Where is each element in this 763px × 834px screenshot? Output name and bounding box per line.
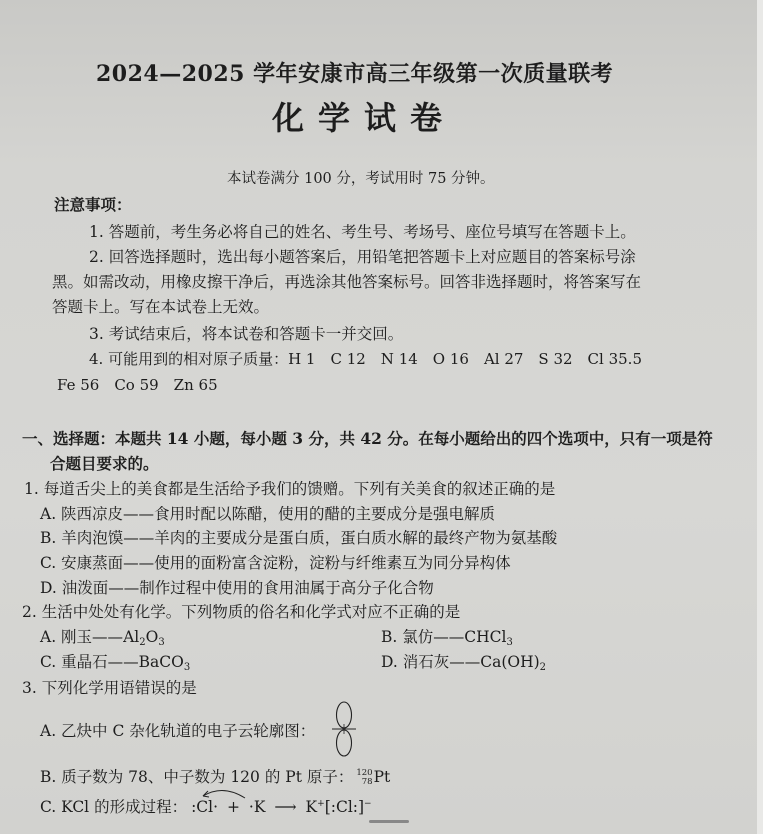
exam-info: 本试卷满分 100 分，考试用时 75 分钟。 (227, 171, 495, 187)
q3-stem: 3. 下列化学用语错误的是 (22, 679, 197, 697)
notice-item-4-line-2: Fe 56 Co 59 Zn 65 (57, 376, 218, 394)
q1-option-b: B. 羊肉泡馍——羊肉的主要成分是蛋白质，蛋白质水解的最终产物为氨基酸 (40, 529, 558, 547)
reaction-arrow: ⟶ (274, 798, 297, 816)
q1-option-c: C. 安康蒸面——使用的面粉富含淀粉，淀粉与纤维素互为同分异构体 (40, 554, 511, 572)
q3-option-c: C. KCl 的形成过程： :Cl· + ·K ⟶ K+[:Cl:]− (40, 798, 372, 816)
k-ion: K (305, 798, 318, 816)
cl-anion: [:Cl:] (324, 798, 365, 816)
q2-option-c: C. 重晶石——BaCO$_3$ (40, 653, 191, 673)
notice-item-2-line-2: 黑。如需改动，用橡皮擦干净后，再选涂其他答案标号。回答非选择题时，将答案写在 (52, 273, 642, 291)
k-atom-lewis: ·K (248, 798, 266, 816)
exam-title: 2024—2025 学年安康市高三年级第一次质量联考 (96, 61, 614, 87)
q1-stem: 1. 每道舌尖上的美食都是生活给予我们的馈赠。下列有关美食的叙述正确的是 (24, 480, 556, 498)
q1-option-d: D. 油泼面——制作过程中使用的食用油属于高分子化合物 (40, 579, 434, 597)
section-1-heading-line-1: 一、选择题：本题共 14 小题，每小题 3 分，共 42 分。在每小题给出的四个选项中，只有一项是符 (22, 429, 713, 448)
notice-item-3: 3. 考试结束后，将本试卷和答题卡一并交回。 (89, 325, 404, 343)
q2-option-d: D. 消石灰$——Ca(OH)_2$ (381, 653, 547, 673)
notice-item-2-line-1: 2. 回答选择题时，选出每小题答案后，用铅笔把答题卡上对应题目的答案标号涂 (89, 248, 636, 266)
notice-item-1: 1. 答题前，考生务必将自己的姓名、考生号、考场号、座位号填写在答题卡上。 (89, 223, 636, 241)
q2-option-b: B. 氯仿——CHCl$_3$ (381, 628, 513, 648)
cl-atom-lewis: :Cl· (191, 798, 219, 816)
section-1-heading-line-2: 合题目要求的。 (50, 454, 159, 473)
q3-option-b: B. 质子数为 78、中子数为 120 的 Pt 原子： 120 78Pt (40, 768, 391, 787)
subject-title: 化学试卷 (272, 99, 457, 137)
q2-option-a: A. 刚玉$——Al_2O_3$ (40, 628, 165, 648)
notice-item-2-line-3: 答题卡上。写在本试卷上无效。 (52, 298, 270, 316)
sp-orbital-diagram (329, 700, 359, 758)
q3-option-a: A. 乙炔中 C 杂化轨道的电子云轮廓图： (40, 722, 316, 740)
q2-stem: 2. 生活中处处有化学。下列物质的俗名和化学式对应不正确的是 (22, 603, 461, 621)
electron-transfer-arrow (195, 786, 255, 800)
notice-item-4-line-1: 4. 可能用到的相对原子质量：H 1 C 12 N 14 O 16 Al 27 S 32 Cl 35.5 (89, 350, 642, 368)
page-edge (757, 0, 763, 834)
notice-heading: 注意事项： (54, 195, 132, 214)
plus-sign: + (226, 798, 240, 816)
q1-option-a: A. 陕西凉皮——食用时配以陈醋，使用的醋的主要成分是强电解质 (40, 505, 496, 523)
scroll-indicator (369, 820, 409, 823)
